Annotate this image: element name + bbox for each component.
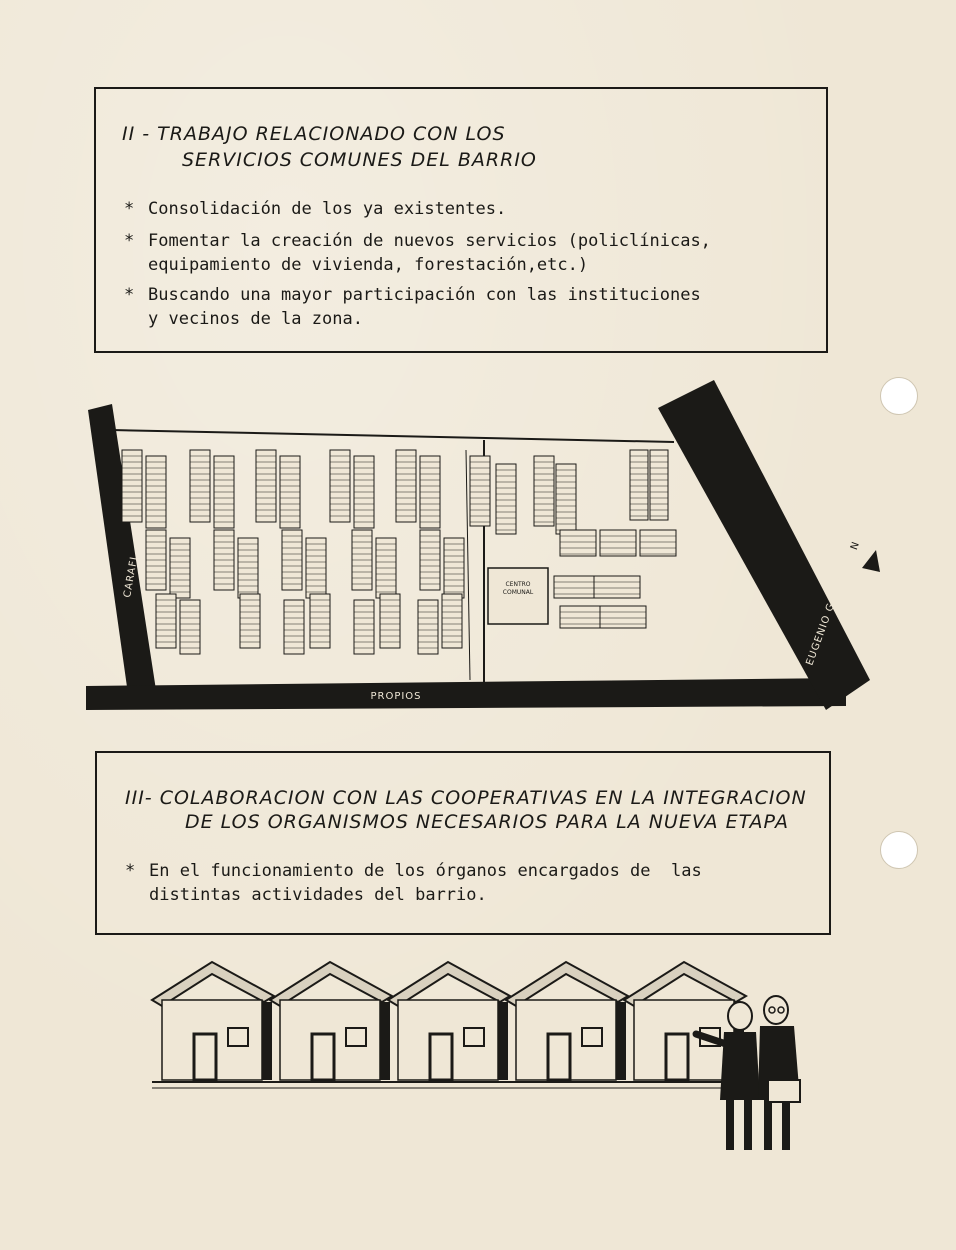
- item-text: Consolidación de los ya existentes.: [148, 199, 507, 219]
- housing-block: [600, 606, 646, 628]
- house-door: [312, 1034, 334, 1080]
- centro-comunal-label-2: COMUNAL: [502, 589, 534, 596]
- house-door: [430, 1034, 452, 1080]
- housing-block: [600, 530, 636, 556]
- housing-block: [650, 450, 668, 520]
- section-2-heading-line1: II - TRABAJO RELACIONADO CON LOS: [122, 123, 506, 145]
- section-2-box: [94, 87, 828, 353]
- housing-block: [418, 600, 438, 654]
- house-side: [616, 1002, 626, 1080]
- housing-block: [442, 594, 462, 648]
- housing-block: [240, 594, 260, 648]
- housing-block: [470, 456, 490, 526]
- housing-block: [380, 594, 400, 648]
- house-window: [582, 1028, 602, 1046]
- north-label: N: [848, 540, 862, 552]
- housing-block: [560, 606, 606, 628]
- section-2-heading-line2: SERVICIOS COMUNES DEL BARRIO: [182, 149, 537, 171]
- section-3-item-1-cont: distintas actividades del barrio.: [149, 885, 487, 905]
- housing-block: [496, 464, 516, 534]
- housing-block: [594, 576, 640, 598]
- section-2-item-1: [124, 197, 506, 221]
- punch-hole-bottom: [880, 831, 918, 869]
- centro-comunal-building: [488, 568, 548, 624]
- section-3-heading-line1: III- COLABORACION CON LAS COOPERATIVAS EN LA INTEGRACION: [125, 787, 807, 809]
- house-door: [548, 1034, 570, 1080]
- housing-block: [640, 530, 676, 556]
- housing-block: [554, 576, 600, 598]
- bullet: *: [124, 231, 135, 251]
- street-label-carafi: CARAFI: [122, 555, 141, 599]
- house-door: [194, 1034, 216, 1080]
- centro-comunal-label-1: CENTRO: [505, 581, 531, 588]
- bullet: *: [124, 285, 135, 305]
- inner-road-2: [466, 450, 470, 680]
- item-text: Buscando una mayor participación con las instituciones: [148, 285, 701, 305]
- housing-block: [630, 450, 648, 520]
- bullet: *: [125, 861, 136, 881]
- housing-block: [556, 464, 576, 534]
- site-plan-map: [0, 380, 956, 740]
- section-3-heading-line2: DE LOS ORGANISMOS NECESARIOS PARA LA NUEVA ETAPA: [185, 811, 789, 833]
- street-label-propios: PROPIOS: [370, 691, 422, 702]
- housing-block: [560, 530, 596, 556]
- item-text: Fomentar la creación de nuevos servicios (policlínicas,: [148, 231, 711, 251]
- site-outline: [112, 430, 674, 442]
- houses-illustration: [0, 950, 956, 1150]
- section-3-box: [95, 751, 831, 935]
- north-arrow-icon: [862, 550, 880, 572]
- section-2-item-3-cont: y vecinos de la zona.: [148, 309, 363, 329]
- housing-block: [156, 594, 176, 648]
- housing-block: [534, 456, 554, 526]
- street-garzon: [658, 380, 870, 710]
- housing-block: [310, 594, 330, 648]
- item-text: En el funcionamiento de los órganos encargados de las: [149, 861, 702, 881]
- house-door: [666, 1034, 688, 1080]
- house-side: [380, 1002, 390, 1080]
- section-2-item-3: [124, 283, 701, 307]
- bullet: *: [124, 199, 135, 219]
- section-3-item-1: [125, 859, 702, 883]
- section-2-item-2-cont: equipamiento de vivienda, forestación,etc.): [148, 255, 589, 275]
- housing-block: [180, 600, 200, 654]
- house-window: [228, 1028, 248, 1046]
- street-propios: [86, 678, 846, 710]
- house-side: [498, 1002, 508, 1080]
- house-window: [346, 1028, 366, 1046]
- housing-block: [284, 600, 304, 654]
- section-2-item-2: [124, 229, 711, 253]
- housing-blocks: [122, 450, 676, 654]
- housing-block: [354, 600, 374, 654]
- man-with-briefcase: [756, 996, 800, 1150]
- row-of-houses: [152, 962, 746, 1080]
- house-window: [464, 1028, 484, 1046]
- street-label-garzon: EUGENIO GARZON: [804, 562, 852, 668]
- house-side: [262, 1002, 272, 1080]
